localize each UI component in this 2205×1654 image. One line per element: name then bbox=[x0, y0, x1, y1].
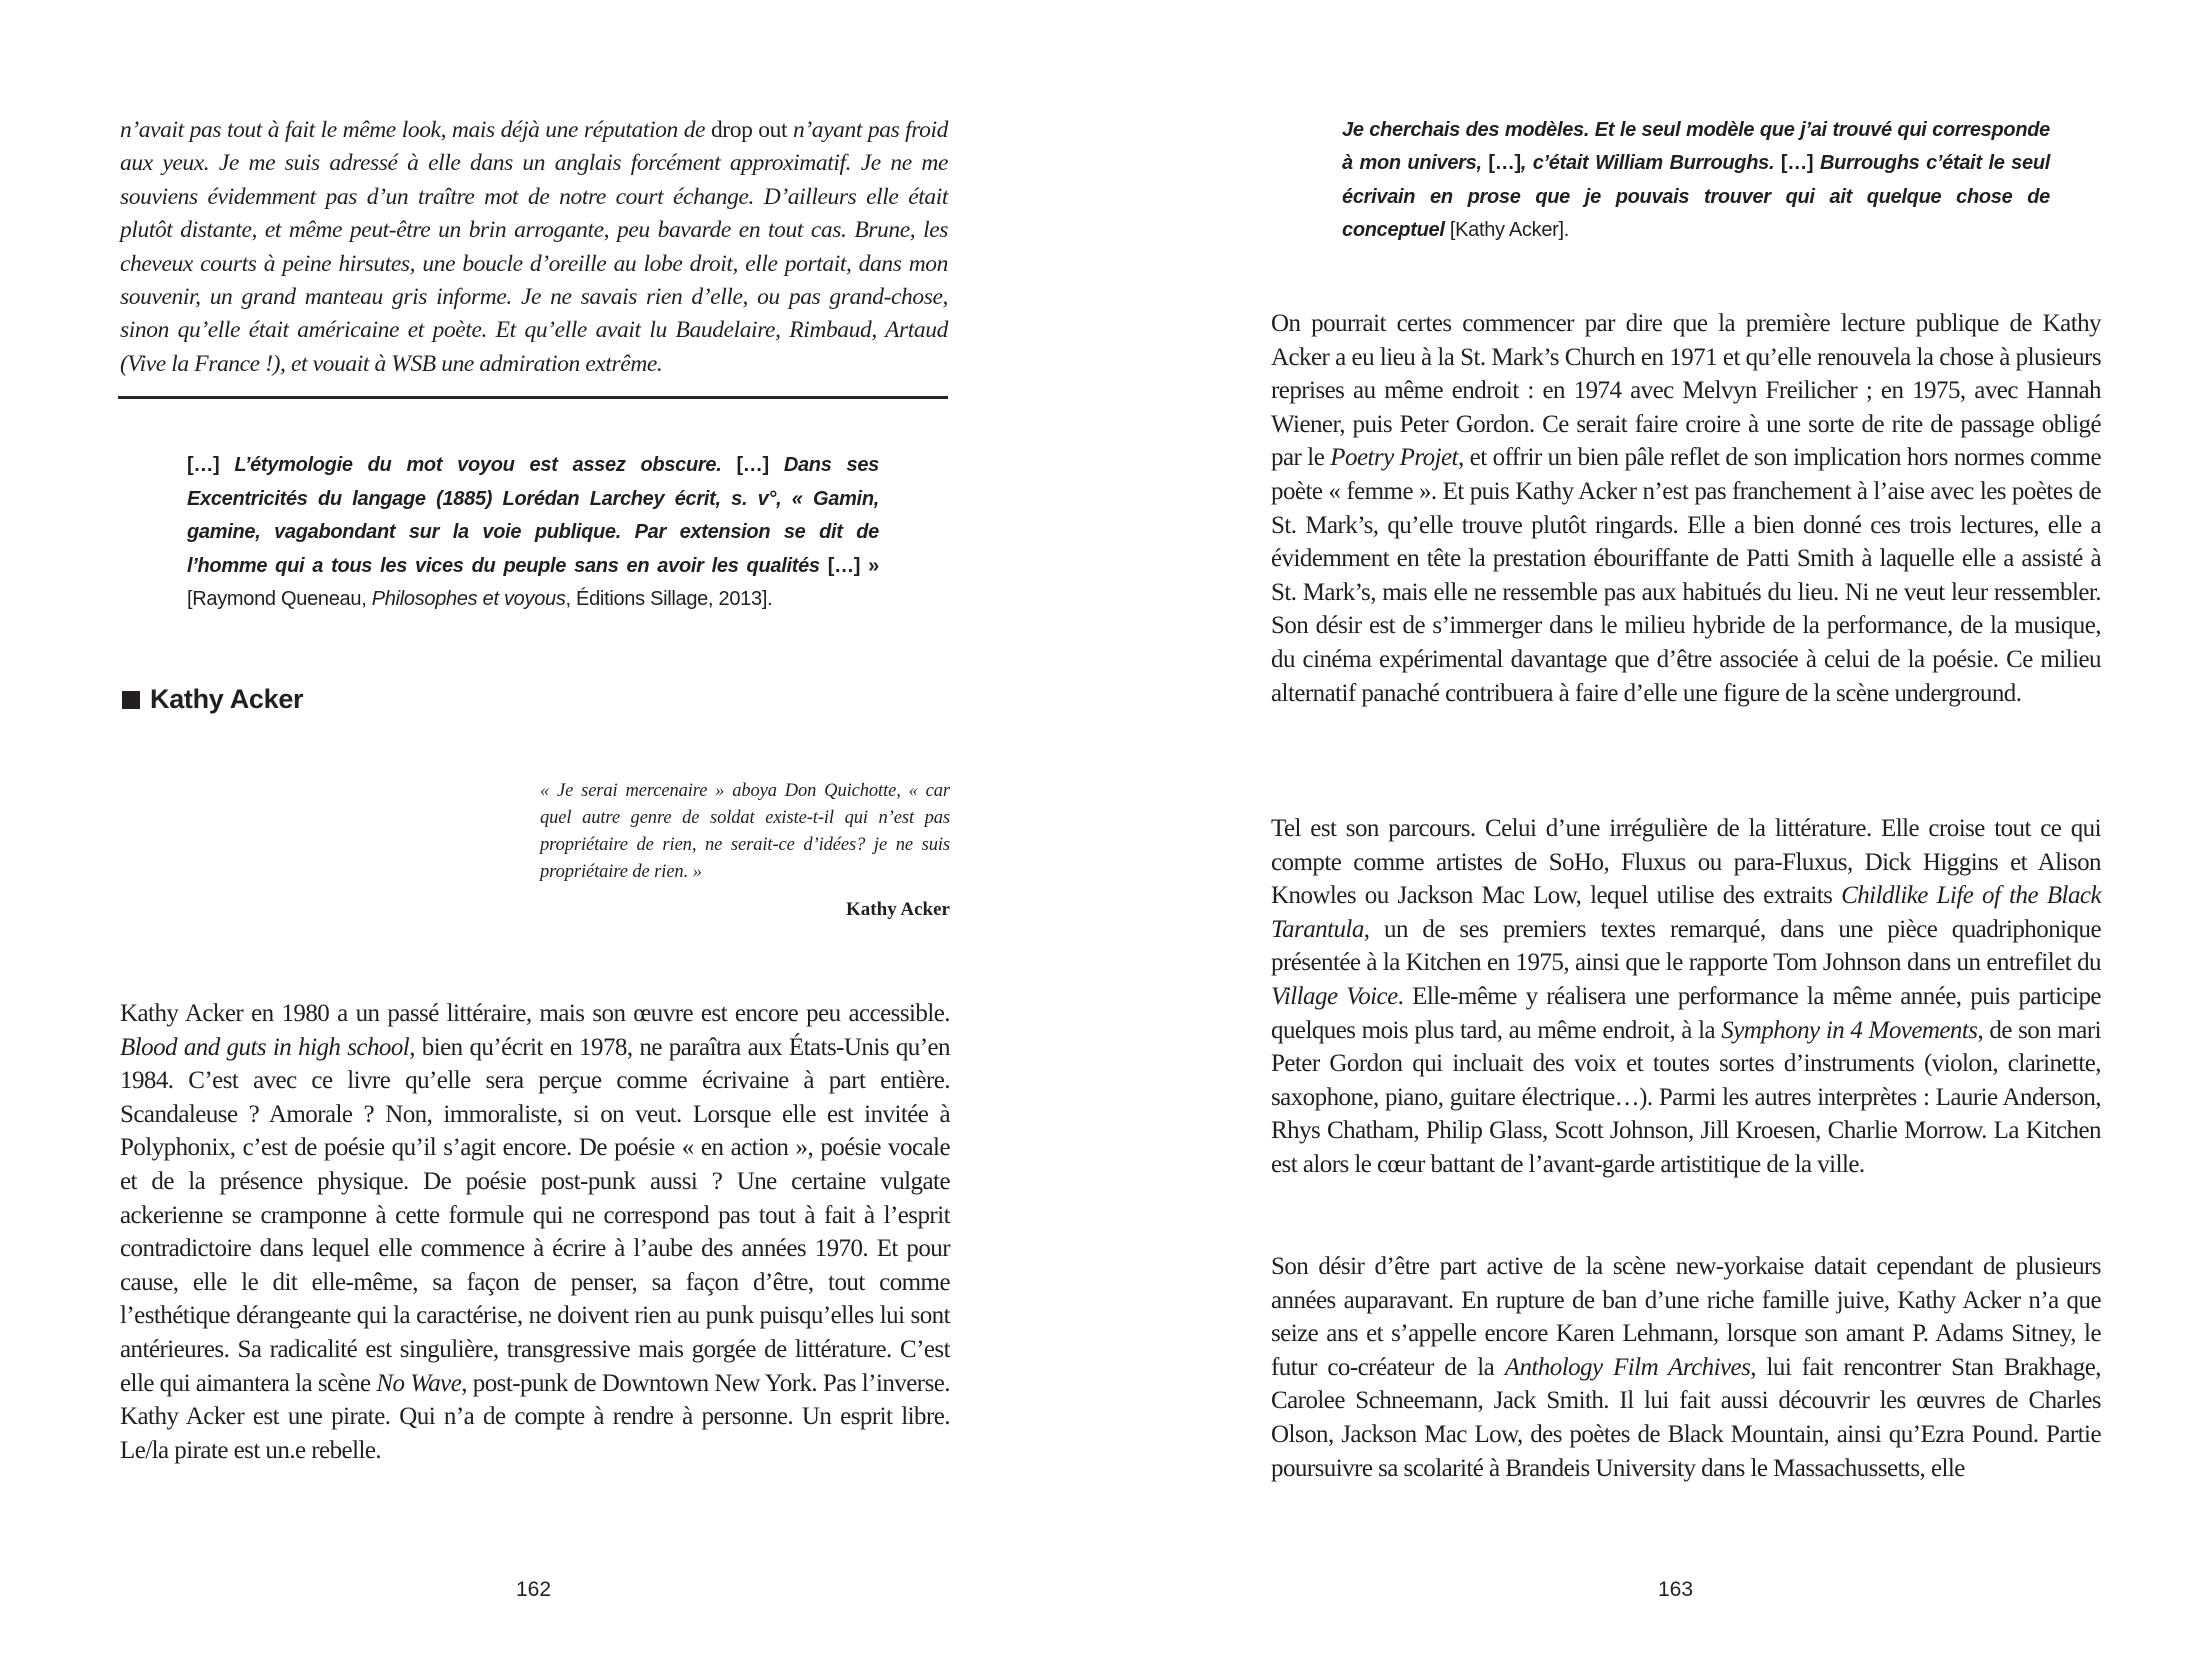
work-title: Symphony in 4 Movements bbox=[1721, 1016, 1978, 1044]
section-heading bbox=[122, 684, 303, 715]
black-square-icon bbox=[122, 691, 140, 709]
intro-text-1: n’avait pas tout à fait le même look, mais déjà une réputation de bbox=[120, 117, 711, 143]
epigraph-quote-1: Je cherchais des modèles. Et le seul modèle que j’ai trouvé qui corresponde à mon univers, bbox=[1342, 119, 2050, 175]
body-text: On pourrait certes commencer par dire que la première lecture publique de Kathy Acker a eu lieu à la St. Mark’s Church en 1971 et qu’elle renouvela la chose à plusieurs reprises au même endroit : en 1974 avec Melvyn Freilicher ; en 1975, avec Hannah Wiener, puis Peter Gordon. Ce serait faire croire à une sorte de rite de passage obligé par le bbox=[1271, 310, 2101, 472]
work-title: Childlike Life of the Black Tarantula bbox=[1271, 882, 2101, 943]
movement-title: No Wave bbox=[376, 1369, 462, 1397]
body-paragraph-3 bbox=[1271, 1250, 2101, 1485]
body-paragraph-2 bbox=[1271, 812, 2101, 1182]
publication-title: Village Voice bbox=[1271, 982, 1398, 1010]
body-text: , post-punk de Downtown New York. Pas l’inverse. Kathy Acker est une pirate. Qui n’a de compte à rendre à personne. Un esprit libre. Le/la pirate est un.e rebelle. bbox=[120, 1369, 950, 1464]
book-title: Blood and guts in high school bbox=[120, 1033, 410, 1061]
body-text: , un de ses premiers textes remarqué, dans une pièce quadriphonique présentée à la Kitchen en 1975, ainsi que le rapporte Tom Johnson dans un entrefilet du bbox=[1271, 915, 2101, 977]
don-quichotte-motto: « Je serai mercenaire » aboya Don Quichotte, « car quel autre genre de soldat existe-t-il qui n’est pas propriétaire de rien, ne serait-ce d’idées? je ne suis propriétaire de rien. » bbox=[540, 781, 950, 882]
body-text: , de son mari Peter Gordon qui incluait des voix et toutes sortes d’instruments (violon, clarinette, saxophone, piano, guitare électrique…). Parmi les autres interprètes : Laurie Anderson, Rhys Chatham, Philip Glass, Scott Johnson, Jill Kroesen, Charlie Morrow. La Kitchen est alors le cœur battant de l’avant-garde artistitique de la ville. bbox=[1271, 1016, 2102, 1178]
body-text: , lui fait rencontrer Stan Brakhage, Carolee Schneemann, Jack Smith. Il lui fait aussi découvrir les œuvres de Charles Olson, Jackson Mac Low, des poètes de Black Mountain, ainsi qu’Ezra Pound. Partie poursuivre sa scolarité à Brandeis University dans le Massachussetts, elle bbox=[1271, 1353, 2102, 1482]
epigraph-quote-1: L’étymologie du mot voyou est assez obscure. bbox=[234, 454, 722, 476]
ellipsis-bracket: […] » bbox=[819, 554, 879, 577]
motto-author: Kathy Acker bbox=[846, 899, 950, 920]
ellipsis-bracket: […] bbox=[721, 454, 784, 476]
page-number: 163 bbox=[1658, 1578, 1694, 1601]
ellipsis-bracket: […] bbox=[187, 454, 235, 476]
horizontal-divider bbox=[118, 396, 948, 399]
ellipsis-bracket: […] bbox=[1774, 152, 1820, 175]
citation-open: [Raymond Queneau, bbox=[187, 588, 372, 610]
citation-close: , Éditions Sillage, 2013]. bbox=[565, 588, 773, 610]
epigraph-quote-3: Burroughs c’était le seul écrivain en prose que je pouvais trouver qui ait quelque chose de conceptuel bbox=[1342, 152, 2050, 242]
citation: [Kathy Acker]. bbox=[1444, 219, 1570, 242]
right-page bbox=[1102, 0, 2205, 1654]
body-text: , et offrir un bien pâle reflet de son implication hors normes comme poète « femme ». Et puis Kathy Acker n’est pas franchement à l’aise avec les poètes de St. Mark’s, qu’elle trouve plutôt ringards. Elle a bien donné ces trois lectures, elle a évidemment en tête la prestation ébouriffante de Patti Smith à laquelle elle a assisté à St. Mark’s, mais elle ne ressemble pas aux habitués du lieu. Ni ne veut leur ressembler. Son désir est de s’immerger dans le milieu hybride de la performance, de la musique, du cinéma expérimental davantage que d’être associée à celui de la poésie. Ce milieu alternatif panaché contribuera à faire d’elle une figure de la scène underground. bbox=[1271, 444, 2101, 707]
body-paragraph-1 bbox=[1271, 307, 2101, 710]
body-text: , bien qu’écrit en 1978, ne paraîtra aux États-Unis qu’en 1984. C’est avec ce livre qu’elle sera perçue comme écrivaine à part entière. Scandaleuse ? Amorale ? Non, immoraliste, si on veut. Lorsque elle est invitée à Polyphonix, c’est de poésie qu’il s’agit encore. De poésie « en action », poésie vocale et de la présence physique. De poésie post-punk aussi ? Une certaine vulgate ackerienne se cramponne à cette formule qui ne correspond pas tout à fait à l’esprit contradictoire dans lequel elle commence à écrire à l’aube des années 1970. Et pour cause, elle le dit elle-même, sa façon de penser, sa façon d’être, tout comme l’esthétique dérangeante qui la caractérise, ne doivent rien au punk puisqu’elles lui sont antérieures. Sa radicalité est singulière, transgressive mais gorgée de littérature. C’est elle qui aimantera la scène bbox=[120, 1033, 950, 1397]
body-text: Kathy Acker en 1980 a un passé littéraire, mais son œuvre est encore peu accessible. bbox=[120, 1000, 950, 1027]
intro-text-2: n’ayant pas froid aux yeux. Je me suis adressé à elle dans un anglais forcément approximatif. Je ne me souviens évidemment pas d’un traître mot de notre court échange. D’ailleurs elle était plutôt distante, et même peut-être un brin arrogante, peu bavarde en tout cas. Brune, les cheveux courts à peine hirsutes, une boucle d’oreille au lobe droit, elle portait, dans mon souvenir, un grand manteau gris informe. Je ne savais rien d’elle, ou pas grand-chose, sinon qu’elle était américaine et poète. Et qu’elle avait lu Baudelaire, Rimbaud, Artaud (Vive la France !), et vouait à WSB une admiration extrême. bbox=[120, 117, 949, 377]
epigraph-quote-2: Dans ses Excentricités du langage (1885) Lorédan Larchey écrit, s. v°, « Gamin, gamine, vagabondant sur la voie publique. Par extension se dit de l’homme qui a tous les vices du peuple sans en avoir les qualités bbox=[187, 454, 879, 577]
body-paragraph bbox=[120, 997, 950, 1467]
citation-title: Philosophes et voyous bbox=[371, 588, 566, 610]
left-page bbox=[0, 0, 1102, 1654]
epigraph-quote-2: , c’était William Burroughs. bbox=[1520, 152, 1775, 175]
body-text: Tel est son parcours. Celui d’une irrégulière de la littérature. Elle croise tout ce qui compte comme artistes de SoHo, Fluxus ou para-Fluxus, Dick Higgins et Alison Knowles ou Jackson Mac Low, lequel utilise des extraits bbox=[1271, 815, 2101, 910]
intro-italic-paragraph bbox=[120, 114, 948, 381]
queneau-epigraph bbox=[187, 449, 879, 617]
page-number: 162 bbox=[516, 1578, 552, 1601]
intro-roman-term: drop out bbox=[710, 117, 788, 143]
acker-epigraph bbox=[1342, 114, 2050, 248]
section-heading-text: Kathy Acker bbox=[150, 684, 304, 714]
body-text: . Elle-même y réalisera une performance la même année, puis participe quelques mois plus tard, au même endroit, à la bbox=[1271, 982, 2101, 1044]
ellipsis-bracket: […] bbox=[1481, 152, 1521, 175]
body-text: Son désir d’être part active de la scène new-yorkaise datait cependant de plusieurs années auparavant. En rupture de ban d’une riche famille juive, Kathy Acker n’a que seize ans et s’appelle encore Karen Lehmann, lorsque son amant P. Adams Sitney, le futur co-créateur de la bbox=[1271, 1253, 2101, 1381]
project-title: Poetry Projet bbox=[1330, 444, 1458, 472]
institution-title: Anthology Film Archives bbox=[1504, 1353, 1751, 1381]
